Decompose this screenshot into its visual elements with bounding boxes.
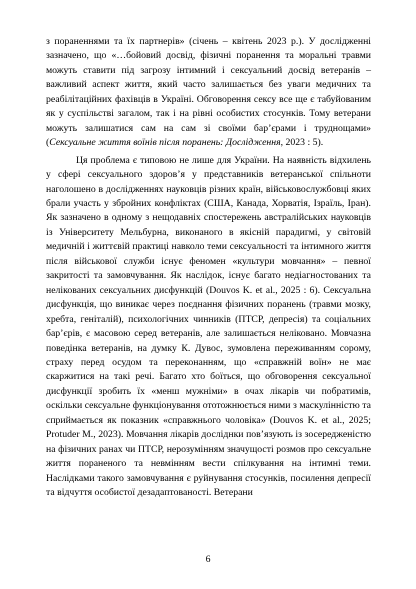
body-paragraph-2: Ця проблема є типовою не лише для України. На наявність відхилень у сфері сексуального здоров’я у представників ветеранської спільноти наголошено в дослідженнях науковців різних країн, військовослужбовці яких брали участь у збройних конфліктах (США, Канада, Хорватія, Ізраїль, Іран). Як зазначено в одному з нещодавніх спостережень австралійських науковців із Університету Мельбурна, виконаного в якісній парадигмі, у світовій медичній і життєвій практиці навколо теми сексуальності та інтимного життя після військової служби існує феномен «культури мовчання» – певної закритості та замовчування. Як наслідок, існує багато недіагностованих та нелікованих сексуальних дисфункцій (Douvos K. et al., 2025 : 6). Сексуальна дисфункція, що виникає через поєднання фізичних поранень (травми мозку, хребта, геніталій), психологічних чинників (ПТСР, депресія) та соціальних бар’єрів, є масовою серед ветеранів, але залишається неліковано. Мовчазна поведінка ветеранів, на думку К. Дувос, зумовлена переживанням сорому, страху перед осудом та переконанням, що «справжній воїн» не має скаржитися на такі речі. Багато хто боїться, що обговорення сексуальної дисфункції зробить їх «менш мужніми» в очах лікарів чи побратимів, оскільки сексуальне функціонування ототожнюється ними з маскулінністю та сприймається як показник «справжнього чоловіка» (Douvos K. et al., 2025; Protuder M., 2023). Мовчання лікарів досліднки пов’язують із зосередженістю на фізичних ранах чи ПТСР, нерозумінням значущості розмов про сексуальне життя пораненого та невмінням вести спілкування на інтимні теми. Наслідками такого замовчування є руйнування стосунків, посилення депресії та відчуття особистої дезадаптованості. Ветерани [46, 154, 371, 499]
paragraph-1-text-b: , 2023 : 5). [280, 137, 324, 149]
body-paragraph-1 [46, 35, 371, 151]
page-number: 6 [205, 554, 211, 565]
paragraph-1-text-a: з пораненнями та їх партнерів» (січень – квітень 2023 р.). У дослідженні зазначено, що «…бойовий досвід, фізичні поранення та моральні травми можуть ставити під загрозу інтимний і сексуальний досвід ветеранів – важливий аспект життя, який часто залишається без уваги медичних та реабілітаційних фахівців в Україні. Обговорення сексу все ще є табуйованим як у суспільстві загалом, так і на рівні особистих стосунків. Тому ветерани можуть залишатися сам на сам зі своїми бар’єрами і труднощами» ( [46, 36, 371, 149]
citation-title: Сексуальне життя воїнів після поранень: Дослідження [49, 137, 281, 149]
